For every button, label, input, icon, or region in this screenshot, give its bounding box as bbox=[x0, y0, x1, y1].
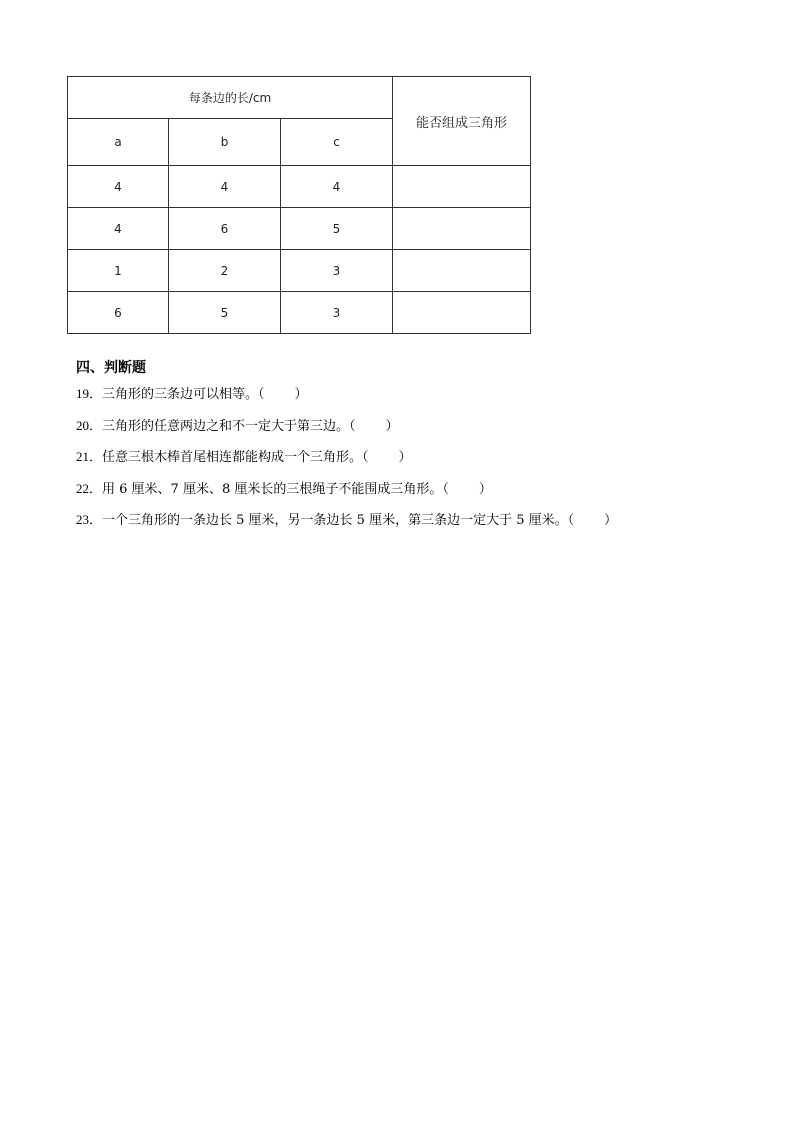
question-text: 任意三根木棒首尾相连都能构成一个三角形。（ bbox=[102, 450, 369, 465]
question-list bbox=[76, 385, 617, 543]
table-row bbox=[68, 208, 531, 250]
column-header-c: c bbox=[281, 119, 393, 166]
close-paren: ） bbox=[398, 450, 412, 465]
question-item bbox=[76, 417, 617, 449]
answer-blank[interactable] bbox=[574, 512, 604, 530]
table-row bbox=[68, 292, 531, 334]
cell-b: 5 bbox=[169, 292, 281, 334]
cell-b: 2 bbox=[169, 250, 281, 292]
question-text: 三角形的三条边可以相等。（ bbox=[102, 387, 265, 402]
question-number: 19． bbox=[76, 386, 103, 401]
cell-c: 5 bbox=[281, 208, 393, 250]
table-row bbox=[68, 166, 531, 208]
question-number: 23． bbox=[76, 512, 103, 527]
question-text: 三角形的任意两边之和不一定大于第三边。（ bbox=[102, 418, 356, 434]
cell-a: 6 bbox=[68, 292, 169, 334]
answer-cell[interactable] bbox=[393, 250, 531, 292]
question-text: 用 6 厘米、7 厘米、8 厘米长的三根绳子不能围成三角形。（ bbox=[102, 481, 449, 497]
question-item bbox=[76, 480, 617, 512]
answer-blank[interactable] bbox=[265, 386, 295, 404]
answer-cell[interactable] bbox=[393, 292, 531, 334]
header-can-form-triangle: 能否组成三角形 bbox=[393, 77, 531, 166]
question-number: 20． bbox=[76, 417, 103, 433]
close-paren: ） bbox=[385, 418, 399, 434]
close-paren: ） bbox=[604, 513, 618, 528]
close-paren: ） bbox=[294, 387, 308, 402]
cell-a: 4 bbox=[68, 208, 169, 250]
cell-a: 4 bbox=[68, 166, 169, 208]
question-item bbox=[76, 448, 617, 480]
answer-blank[interactable] bbox=[449, 481, 479, 499]
cell-a: 1 bbox=[68, 250, 169, 292]
cell-b: 6 bbox=[169, 208, 281, 250]
cell-c: 3 bbox=[281, 292, 393, 334]
close-paren: ） bbox=[478, 481, 492, 497]
column-header-a: a bbox=[68, 119, 169, 166]
cell-b: 4 bbox=[169, 166, 281, 208]
cell-c: 4 bbox=[281, 166, 393, 208]
cell-c: 3 bbox=[281, 250, 393, 292]
section-title: 四、判断题 bbox=[76, 360, 146, 376]
triangle-sides-table bbox=[67, 76, 531, 334]
question-item bbox=[76, 511, 617, 543]
answer-cell[interactable] bbox=[393, 208, 531, 250]
table-row bbox=[68, 250, 531, 292]
answer-cell[interactable] bbox=[393, 166, 531, 208]
answer-blank[interactable] bbox=[356, 418, 386, 436]
header-side-lengths: 每条边的长/cm bbox=[68, 77, 393, 119]
question-item bbox=[76, 385, 617, 417]
column-header-b: b bbox=[169, 119, 281, 166]
question-number: 21． bbox=[76, 449, 103, 464]
answer-blank[interactable] bbox=[369, 449, 399, 467]
question-number: 22． bbox=[76, 480, 103, 496]
question-text: 一个三角形的一条边长 5 厘米，另一条边长 5 厘米，第三条边一定大于 5 厘米。（ bbox=[102, 513, 575, 528]
